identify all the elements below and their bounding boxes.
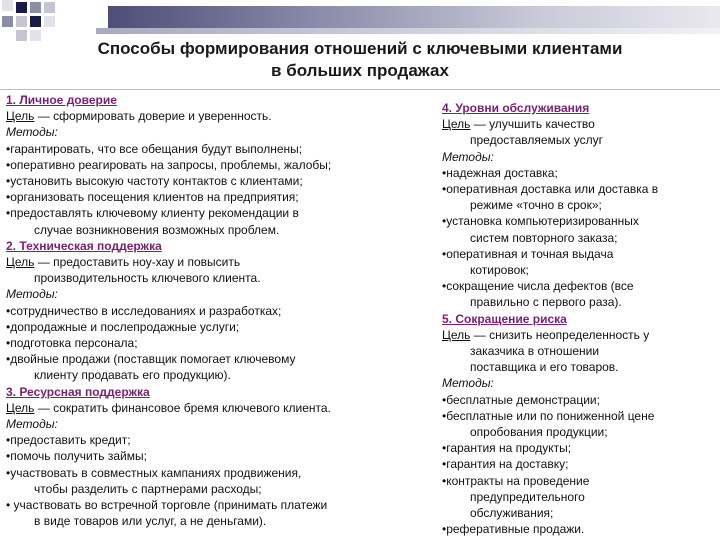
- section-goal: [6, 108, 426, 124]
- list-item: •допродажные и послепродажные услуги;: [6, 319, 240, 334]
- section-heading-personal-trust: 1. Личное доверие: [6, 93, 117, 107]
- goal-text: — сократить финансовое бремя ключевого клиента.: [34, 400, 331, 415]
- goal-label: Цель: [442, 327, 471, 342]
- title-line-1: Способы формирования отношений с ключевыми клиентами: [97, 39, 623, 58]
- left-column: [6, 92, 426, 529]
- page-title: [0, 38, 720, 82]
- goal-text-continuation: предоставляемых услуг: [470, 133, 604, 148]
- list-item: •оперативная доставка или доставка в: [442, 182, 659, 197]
- section-heading-service-levels: 4. Уровни обслуживания: [442, 101, 590, 115]
- list-item: •предоставлять ключевому клиенту рекомендации в: [6, 206, 299, 221]
- list-item-continuation: случае возникновения возможных проблем.: [34, 222, 280, 237]
- list-item: •подготовка персонала;: [6, 336, 138, 351]
- list-item: •реферативные продажи.: [442, 522, 585, 537]
- list-item-continuation: предупредительного: [470, 489, 585, 504]
- goal-label: Цель: [6, 255, 35, 270]
- methods-label: Методы:: [6, 125, 58, 140]
- header-gradient-bar-thin: [96, 28, 720, 34]
- list-item: •гарантировать, что все обещания будут выполнены;: [6, 141, 303, 156]
- right-column: [442, 100, 718, 537]
- goal-text-continuation: поставщика и его товаров.: [470, 360, 619, 375]
- header-gradient-bar: [108, 6, 720, 28]
- list-item: •участвовать в совместных кампаниях продвижения,: [6, 465, 302, 480]
- title-line-2: в больших продажах: [271, 61, 449, 80]
- goal-text: — предоставить ноу-хау и повысить: [34, 255, 241, 270]
- list-item-continuation: режиме «точно в срок»;: [470, 198, 602, 213]
- list-item: •гарантия на доставку;: [442, 457, 569, 472]
- list-item: •предоставить кредит;: [6, 433, 131, 448]
- methods-label: Методы:: [6, 417, 58, 432]
- section-goal: [442, 116, 718, 132]
- list-item: •помочь получить займы;: [6, 449, 147, 464]
- list-item-continuation: в виде товаров или услуг, а не деньгами).: [34, 514, 267, 529]
- list-item: •бесплатные или по пониженной цене: [442, 408, 655, 423]
- goal-label: Цель: [6, 400, 35, 415]
- list-item: •бесплатные демонстрации;: [442, 392, 600, 407]
- section-heading-technical-support: 2. Техническая поддержка: [6, 238, 162, 253]
- section-goal: [6, 400, 426, 416]
- goal-text-continuation: производительность ключевого клиента.: [34, 271, 261, 286]
- list-item: •надежная доставка;: [442, 165, 558, 180]
- list-item-continuation: чтобы разделить с партнерами расходы;: [34, 481, 262, 496]
- section-goal: [6, 254, 426, 270]
- methods-label: Методы:: [442, 376, 494, 391]
- list-item-continuation: котировок;: [470, 263, 529, 278]
- list-item-continuation: правильно с первого раза).: [470, 295, 622, 310]
- list-item: •контракты на проведение: [442, 473, 590, 488]
- list-item: •двойные продажи (поставщик помогает ключевому: [6, 352, 296, 367]
- list-item-continuation: клиенту продавать его продукцию).: [34, 368, 231, 383]
- header-decoration: [0, 0, 720, 36]
- goal-text: — снизить неопределенность у: [470, 327, 650, 342]
- section-heading-risk-reduction: 5. Сокращение риска: [442, 311, 567, 326]
- list-item: •сокращение числа дефектов (все: [442, 279, 634, 294]
- list-item: •гарантия на продукты;: [442, 441, 572, 456]
- methods-label: Методы:: [6, 287, 58, 302]
- list-item: •установить высокую частоту контактов с клиентами;: [6, 174, 303, 189]
- goal-text-continuation: заказчика в отношении: [470, 344, 600, 359]
- section-heading-resource-support: 3. Ресурсная поддержка: [6, 384, 150, 399]
- section-goal: [442, 327, 718, 343]
- list-item: •оперативно реагировать на запросы, проблемы, жалобы;: [6, 157, 332, 172]
- list-item: •организовать посещения клиентов на предприятия;: [6, 190, 299, 205]
- list-item: •оперативная и точная выдача: [442, 246, 614, 261]
- list-item: • участвовать во встречной торговле (принимать платежи: [6, 498, 328, 513]
- list-item-continuation: опробования продукции;: [470, 425, 608, 440]
- goal-text: — улучшить качество: [470, 117, 595, 132]
- list-item-continuation: обслуживания;: [470, 506, 554, 521]
- list-item: •сотрудничество в исследованиях и разработках;: [6, 303, 282, 318]
- title-divider: [0, 89, 720, 90]
- list-item-continuation: систем повторного заказа;: [470, 230, 618, 245]
- methods-label: Методы:: [442, 149, 494, 164]
- goal-text: — сформировать доверие и уверенность.: [34, 109, 272, 124]
- goal-label: Цель: [6, 109, 35, 124]
- goal-label: Цель: [442, 117, 471, 132]
- list-item: •установка компьютеризированных: [442, 214, 639, 229]
